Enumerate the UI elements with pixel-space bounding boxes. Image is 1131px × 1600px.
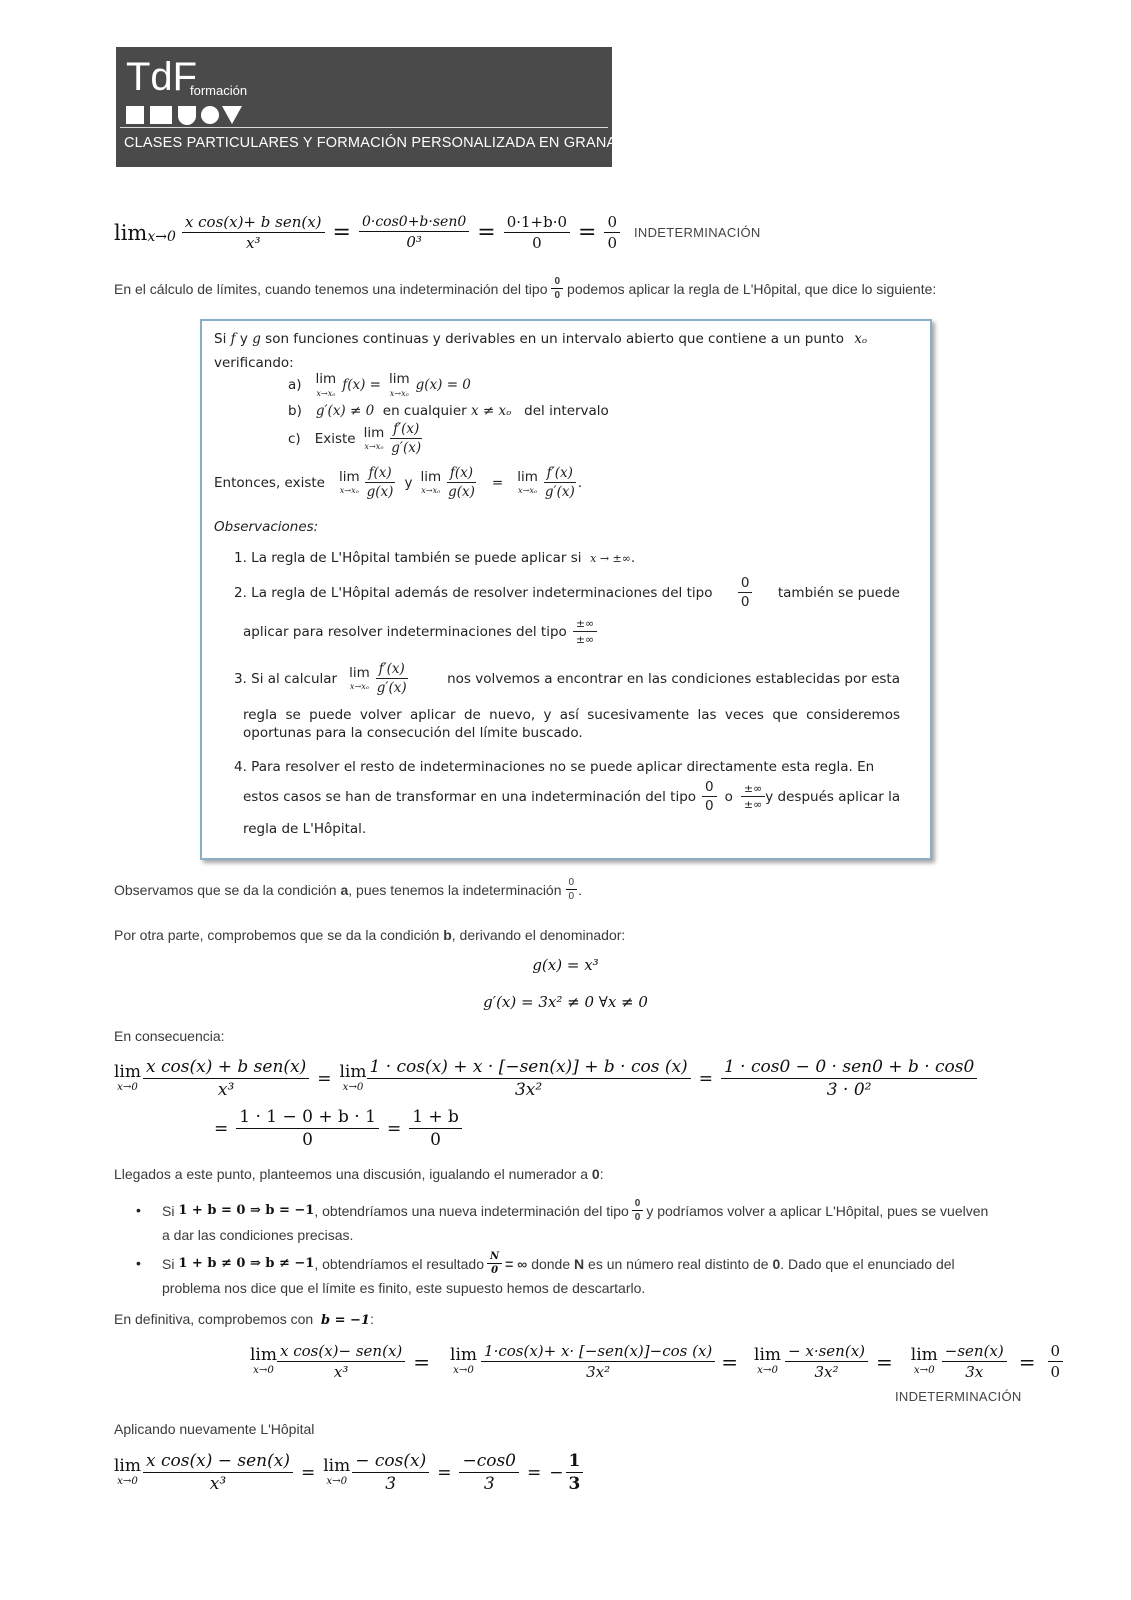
theorem-obs-3-line2: regla se puede volver aplicar de nuevo, y así sucesivamente las veces que consideremos xyxy=(243,707,900,723)
theorem-obs-3: 3. Si al calcular lim x→xₒ $\frac{f'(x)}{g'(x)}$ nos volvemos a encontrar en las condiciones establecidas por esta xyxy=(234,661,900,696)
theorem-obs-4-line3: regla de L'Hôpital. xyxy=(243,821,367,837)
eq1-frac-3: $\frac{0\cdot 1+b\cdot 0}{0}$ xyxy=(504,213,570,252)
eq1-frac-4: $\frac{0}{0}$ xyxy=(604,213,620,252)
logo-banner xyxy=(116,47,637,167)
theorem-obs-2-line2: aplicar para resolver indeterminaciones del tipo $\frac{\pm\infty}{\pm\infty}$ xyxy=(243,617,597,646)
equation-1: lim x→0 $\frac{\text{x cos(x)+ b sen(x)}}{\text{x³}}$ = $\frac{\text{0·cos0+b·sen0}}{\text{0³}}$ = $\frac{0\cdot 1+b\cdot 0}{0}$ = $\frac{0}{0}$ INDETERMINACIÓN xyxy=(114,213,761,252)
paragraph-discusion: Llegados a este punto, planteemos una discusión, igualando el numerador a 0: xyxy=(114,1166,604,1182)
paragraph-definitiva: En definitiva, comprobemos con b = −1: xyxy=(114,1311,374,1328)
paragraph-aplicando: Aplicando nuevamente L'Hôpital xyxy=(114,1421,315,1437)
logo-brand: TdF xyxy=(126,55,198,99)
theorem-obs-1: 1. La regla de L'Hôpital también se puede aplicar si x → ±∞. xyxy=(234,550,636,566)
g-derivative: g′(x) = 3x² ≠ 0 ∀x ≠ 0 xyxy=(483,993,648,1011)
discussion-list xyxy=(114,1198,1014,1300)
equation-2: lim x→0 $\frac{\text{x cos(x) + b sen(x)}}{\text{x³}}$ = lim x→0 $\frac{\text{1 · cos(x) + x · [−sen(x)] + b · cos (x)}}{\text{3x²}}$ = $\frac{\text{1 · cos0 − 0 · sen0 + b · cos0}}{\text{3 · 0²}}$ xyxy=(114,1057,977,1100)
logo-tagline: CLASES PARTICULARES Y FORMACIÓN PERSONALIZADA EN GRANADA xyxy=(124,135,637,151)
equation-2-line2: = $\frac{1 \cdot 1 - 0 + b \cdot 1}{0}$ = $\frac{1 + b}{0}$ xyxy=(206,1107,462,1150)
theorem-verificando: verificando: xyxy=(214,355,294,371)
logo-divider xyxy=(120,127,608,128)
theorem-obs-4: 4. Para resolver el resto de indeterminaciones no se puede aplicar directamente esta regla. En xyxy=(234,759,875,775)
g-definition: g(x) = x³ xyxy=(532,956,599,974)
discussion-item-1: • Si 1 + b = 0 ⇒ b = −1 , obtendríamos una nueva indeterminación del tipo $\frac{0}{0}$ y podríamos volver a aplicar L'Hôpital, pues se vuelven a dar las condiciones precisas. xyxy=(114,1198,1014,1247)
eq1-indeterminacion-label: INDETERMINACIÓN xyxy=(634,225,761,240)
paragraph-condition-a: Observamos que se da la condición a , pues tenemos la indeterminación $\frac{0}{0}$ . xyxy=(114,877,582,902)
theorem-condition-b: b) g′(x) ≠ 0 en cualquier x ≠ xₒ del intervalo xyxy=(288,403,609,419)
theorem-observaciones-title: Observaciones: xyxy=(214,519,319,535)
logo-shapes-icon xyxy=(126,102,250,126)
theorem-obs-3-line3: oportunas para la consecución del límite buscado. xyxy=(243,725,583,741)
theorem-condition-c: c) Existe lim x→xₒ $\frac{f'(x)}{g'(x)}$ xyxy=(288,421,422,456)
paragraph-intro: En el cálculo de límites, cuando tenemos una indeterminación del tipo $\frac{0}{0}$ podemos aplicar la regla de L'Hôpital, que dice lo siguiente: xyxy=(114,276,937,301)
eq1-lim: lim xyxy=(114,220,148,245)
paragraph-consecuencia: En consecuencia: xyxy=(114,1028,225,1044)
discussion-item-2: • Si 1 + b ≠ 0 ⇒ b ≠ −1 , obtendríamos el resultado $\frac{N}{0}$ = ∞ donde N es un número real distinto de 0 . Dado que el enunciado del problema nos dice que el límite es finito, este supuesto hemos de descartarlo. xyxy=(114,1251,1014,1300)
equation-3: lim x→0 $\frac{\text{x cos(x)− sen(x)}}{\text{x³}}$ = lim x→0 $\frac{\text{1·cos(x)+ x· [−sen(x)]−cos (x)}}{\text{3x²}}$ = lim x→0 $\frac{\text{− x·sen(x)}}{\text{3x²}}$ = lim x→0 $\frac{\text{−sen(x)}}{3x}$ = $\frac{0}{0}$ xyxy=(250,1342,1063,1381)
theorem-obs-2: 2. La regla de L'Hôpital además de resolver indeterminaciones del tipo $\frac{0}{0}$ también se puede xyxy=(234,575,900,610)
equation-4: lim x→0 $\frac{\text{x cos(x) − sen(x)}}{\text{x³}}$ = lim x→0 $\frac{- \cos(x)}{3}$ = $\frac{-\cos 0}{3}$ = − $\frac{1}{3}$ xyxy=(114,1451,583,1494)
lhopital-theorem-box xyxy=(200,319,932,860)
theorem-obs-4-line2: estos casos se han de transformar en una indeterminación del tipo $\frac{0}{0}$ o $\frac{\pm\infty}{\pm\infty}$ y después aplicar la xyxy=(243,779,901,814)
paragraph-condition-b: Por otra parte, comprobemos que se da la condición b, derivando el denominador: xyxy=(114,927,626,943)
logo-subtitle: formación xyxy=(190,83,248,98)
eq1-frac-2: $\frac{\text{0·cos0+b·sen0}}{\text{0³}}$ xyxy=(359,214,469,251)
theorem-conclusion: Entonces, existe lim x→xₒ $\frac{f(x)}{g(x)}$ y lim x→xₒ $\frac{f(x)}{g(x)}$ = lim x→xₒ $\frac{f'(x)}{g'(x)}$ . xyxy=(214,465,583,500)
eq3-indeterminacion-label: INDETERMINACIÓN xyxy=(895,1389,1022,1404)
final-result: $\frac{1}{3}$ xyxy=(566,1451,584,1494)
theorem-intro: Si f y g son funciones continuas y derivables en un intervalo abierto que contiene a un punto xₒ xyxy=(214,331,868,347)
eq1-lim-sub: x→0 xyxy=(147,228,176,245)
theorem-condition-a: a) lim x→xₒ f(x) = lim x→xₒ g(x) = 0 xyxy=(288,371,471,398)
eq1-frac-1: $\frac{\text{x cos(x)+ b sen(x)}}{\text{x³}}$ xyxy=(182,213,325,252)
